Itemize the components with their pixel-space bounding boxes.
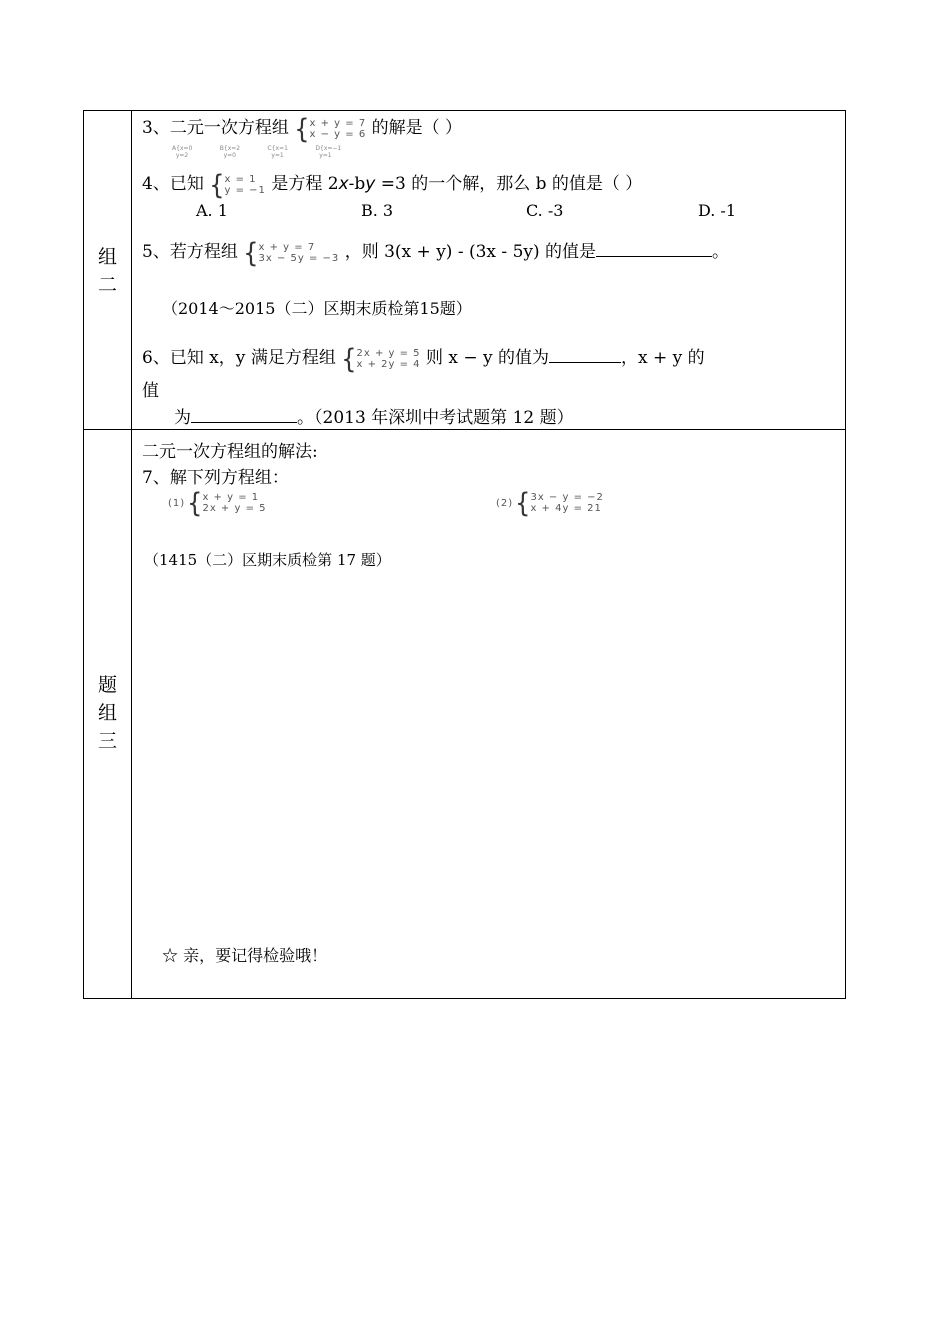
q7-p2-number: (2) — [496, 497, 514, 509]
group3-label — [84, 671, 131, 755]
solving-methods-heading — [142, 437, 318, 462]
q4-eq1: x = 1 — [224, 173, 257, 185]
question-6-line3 — [174, 403, 574, 428]
source-note-2 — [144, 549, 391, 570]
q3-option-c-l2: y=1 — [271, 152, 284, 159]
column-divider — [131, 111, 132, 998]
q3-option-b: B{x=2 y=0 — [219, 145, 241, 159]
q4-var-y: y — [365, 174, 376, 194]
source-note-1 — [162, 296, 472, 319]
reminder-text: ☆ 亲，要记得检验哦！ — [162, 946, 328, 965]
q3-option-a-letter: A — [172, 145, 177, 152]
group2-label-char1: 组 — [97, 246, 117, 268]
q3-options — [172, 145, 341, 165]
q3-option-a: A{x=0 y=2 — [172, 145, 193, 159]
q4-system: {x = 1 y = −1 — [209, 169, 266, 200]
q7-p1-number: (1) — [168, 497, 186, 509]
q5-eq2: 3x − 5y = −3 — [258, 252, 340, 264]
q4-option-d: D. -1 — [698, 201, 737, 220]
q4-option-a: A. 1 — [196, 201, 228, 220]
q5-system: {x + y = 7 3x − 5y = −3 — [243, 237, 340, 268]
q3-option-b-l2: y=0 — [223, 152, 236, 159]
q3-option-d-l1: x=−1 — [323, 145, 342, 152]
q3-option-c-l1: x=1 — [275, 145, 288, 152]
source2-text: （1415（二）区期末质检第 17 题） — [144, 551, 391, 569]
q3-text: 3、二元一次方程组 — [142, 118, 289, 138]
row-divider — [84, 429, 845, 430]
q4-eq2: y = −1 — [224, 184, 266, 196]
q7-text: 7、解下列方程组： — [142, 468, 289, 488]
q7-p2-eq2: x + 4y = 21 — [530, 503, 602, 514]
group3-heading: 二元一次方程组的解法: — [142, 442, 318, 462]
group2-label — [84, 243, 131, 299]
q7-problem-2 — [496, 487, 604, 519]
q3-option-a-l2: y=2 — [175, 152, 189, 159]
q3-option-c-letter: C — [267, 145, 272, 152]
q3-eq1: x + y = 7 — [309, 117, 367, 129]
q3-system: {x + y = 7 x − y = 6 — [294, 113, 367, 144]
q3-option-c: C{x=1 y=1 — [267, 145, 288, 159]
question-7 — [142, 463, 289, 488]
q7-p1-system: (1){x + y = 1 2x + y = 5 — [168, 487, 267, 519]
q6-mid: 则 x − y 的值为 — [425, 348, 550, 368]
q3-option-d: D{x=−1 y=1 — [315, 145, 342, 159]
q4-option-b: B. 3 — [361, 201, 394, 220]
q7-p2-system: (2){3x − y = −2 x + 4y = 21 — [496, 487, 604, 519]
q4-text: 4、已知 — [142, 174, 204, 194]
q5-eq1: x + y = 7 — [258, 241, 316, 253]
q6-line2: 值 — [142, 381, 159, 401]
source1-text: （2014～2015（二）区期末质检第15题） — [162, 299, 472, 318]
q5-text: 5、若方程组 — [142, 242, 238, 262]
q6-system: {2x + y = 5 x + 2y = 4 — [341, 343, 421, 374]
group3-label-char1: 题 — [97, 674, 117, 696]
q6-blank-1[interactable] — [549, 348, 621, 363]
q6-blank-2[interactable] — [191, 408, 297, 423]
q4-tail-b: -b — [348, 174, 366, 194]
question-5 — [142, 237, 730, 268]
q4-var-x: x — [338, 174, 349, 194]
q4-options — [196, 201, 736, 220]
q4-tail-a: 是方程 2 — [271, 174, 339, 194]
reminder-note — [162, 943, 327, 966]
q6-mid2: ，x + y 的 — [621, 348, 705, 368]
question-6-line2 — [142, 376, 159, 401]
group3-label-char2: 组 — [97, 702, 117, 724]
q3-option-d-l2: y=1 — [319, 152, 332, 159]
q3-option-d-letter: D — [315, 145, 320, 152]
q3-option-a-l1: x=0 — [179, 145, 193, 152]
q6-line3b: 。（2013 年深圳中考试题第 12 题） — [297, 408, 574, 428]
q5-answer-blank[interactable] — [596, 242, 712, 257]
group2-label-char2: 二 — [97, 274, 117, 296]
q6-line3a: 为 — [174, 408, 191, 428]
q6-eq1: 2x + y = 5 — [356, 347, 421, 359]
q3-tail: 的解是（ ） — [371, 118, 462, 138]
group3-label-char3: 三 — [97, 730, 117, 752]
q3-eq2: x − y = 6 — [309, 128, 367, 140]
q3-option-b-letter: B — [219, 145, 224, 152]
question-4 — [142, 169, 643, 200]
q5-tail: ，则 3(x + y) - (3x - 5y) 的值是 — [344, 242, 597, 262]
q6-text: 6、已知 x，y 满足方程组 — [142, 348, 336, 368]
q3-option-b-l1: x=2 — [227, 145, 241, 152]
q5-end: 。 — [712, 242, 730, 262]
q7-p1-eq2: 2x + y = 5 — [202, 503, 267, 514]
q7-p1-eq1: x + y = 1 — [202, 492, 260, 503]
question-6 — [142, 343, 705, 374]
q7-problem-1 — [168, 487, 267, 519]
question-3 — [142, 113, 462, 144]
q4-option-c: C. -3 — [526, 201, 564, 220]
worksheet-table — [83, 110, 846, 999]
q7-p2-eq1: 3x − y = −2 — [530, 492, 604, 503]
q6-eq2: x + 2y = 4 — [356, 358, 421, 370]
q4-tail-c: =3 的一个解，那么 b 的值是（ ） — [375, 174, 643, 194]
